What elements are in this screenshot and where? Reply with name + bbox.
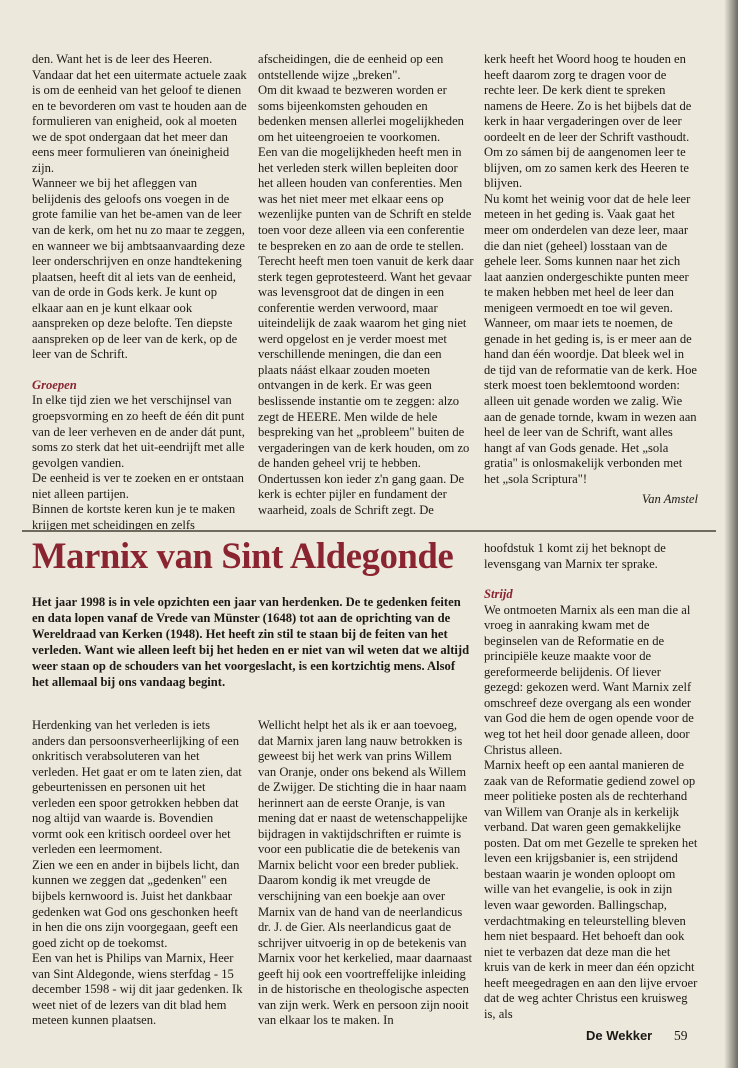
page-number: 59 [674, 1028, 688, 1043]
article-title: Marnix van Sint Aldegonde [32, 535, 454, 576]
article-column-2 [258, 718, 472, 1029]
paragraph: Een van het is Philips van Marnix, Heer van Sint Aldegonde, wiens sterfdag - 15 december 1598 - wij dit jaar gedenken. Ik weet niet of de lezers van dit blad hem meteen kunnen plaatsen. [32, 951, 243, 1028]
page-edge-shadow [724, 0, 738, 1068]
paragraph: Zien we een en ander in bijbels licht, dan kunnen we zeggen dat „gedenken" een bijbels kernwoord is. Juist het dankbaar gedenken wat God ons geschonken heeft in hen die ons zijn voorgegaan, geeft een goed zicht op de toekomst. [32, 857, 240, 950]
article-lead: Het jaar 1998 is in vele opzichten een jaar van herdenken. De te gedenken feiten en data lopen vanaf de Vrede van Münster (1648) tot aan de oprichting van de Wereldraad van Kerken (1948). Het heeft zin stil te staan bij de feiten van het verleden. Want wie alleen leeft bij het heden en er niet van wil weten dat we altijd weer staan op de schouders van het voorgeslacht, is een kortzichtig mens. Alsof het allemaal bij ons vandaag begint. [32, 595, 470, 689]
author-signature: Van Amstel [641, 492, 698, 507]
paragraph: In elke tijd zien we het verschijnsel van groepsvorming en zo heeft de één dit punt van de leer verheven en de ander dát punt, soms zo sterk dat het uit-eendrijft met alle gevolgen vandien. [32, 393, 245, 470]
paragraph: hoofdstuk 1 komt zij het beknopt de levensgang van Marnix ter sprake. [484, 541, 666, 571]
paragraph: Binnen de kortste keren kun je te maken krijgen met scheidingen en zelfs [32, 502, 236, 532]
top-column-2 [258, 52, 474, 518]
paragraph: Nu komt het weinig voor dat de hele leer meteen in het geding is. Vaak gaat het meer om onderdelen van deze leer, maar die dan niet (geheel) losstaan van de gehele leer. Soms kunnen naar het zich laat aanzien ondergeschikte punten meer te maken hebben met heel de leer dan menigeen vermoedt en toe wil geven. Wanneer, om maar iets te noemen, de genade in het geding is, is er meer aan de hand dan één woordje. Dat bleek wel in de tijd van de reformatie van de kerk. Hoe sterk moest toen beklemtoond worden: alleen uit genade worden we zalig. Wie aan de genade tornde, kwam in wezen aan heel de leer van de Schrift, want alles hangt af van Gods genade. Het „sola gratia" is onlosmakelijk verbonden met het „sola Scriptura"! [484, 191, 697, 486]
paragraph: Marnix heeft op een aantal manieren de zaak van de Reformatie gediend zowel op meer politieke posten als de rechterhand van Willem van Oranje als in kerkelijk verband. Dat waren geen gemakkelijke posten. Dat om met Gezelle te spreken het leven een krijgsbanier is, een strijdend bestaan waarin je wonden oploopt om wille van het evangelie, is ook in zijn leven waar geworden. Ballingschap, verdachtmaking en teleurstelling bleven hem niet bespaard. Het behoeft dan ook niet te verbazen dat deze man die het kruis van de kerk in meer dan één opzicht heeft meegedragen en aan den lijve ervoer dat de weg achter Christus een kruisweg is, als [484, 758, 698, 1021]
paragraph: Een van die mogelijkheden heeft men in het verleden sterk willen bepleiten door het alleen houden van conferenties. Men was het niet meer met elkaar eens op wezenlijke punten van de Schrift en stelde toen voor deze alleen via een conferentie te bespreken en zo aan de orde te stellen. Terecht heeft men toen vanuit de kerk daar sterk tegen geprotesteerd. Want het gevaar was levensgroot dat de dingen in een conferentie werden verwoord, maar uiteindelijk de zaak waarom het ging niet werd opgelost en je verder moest met verschillende meningen, die dan een plaats náást elkaar zouden moeten ontvangen in de kerk. Er was geen beslissende instantie om te zeggen: alzo zegt de HEERE. Men wilde de hele bespreking van het „probleem" buiten de vergaderingen van de kerk houden, om zo de handen geheel vrij te hebben. Ondertussen kon ieder z'n gang gaan. De kerk is echter pijler en fundament der waarheid, zoals de Schrift zegt. De [258, 145, 474, 517]
paragraph: We ontmoeten Marnix als een man die al vroeg in aanraking kwam met de beginselen van de Reformatie en de principiële keuze maakte voor de gereformeerde belijdenis. Of liever gezegd: gekozen werd. Want Marnix zelf omschreef deze overgang als een wonder van God die hem de ogen opende voor de weg tot het heil door genade alleen, door Christus alleen. [484, 602, 694, 757]
paragraph: den. Want het is de leer des Heeren. Vandaar dat het een uitermate actuele zaak is om de eenheid van het geloof te dienen en te bevorderen om vast te houden aan de formulieren van enigheid, ook al moeten we de spot ondergaan dat het meer dan eens meer formulieren van óneinigheid zijn. [32, 52, 247, 175]
paragraph: De eenheid is ver te zoeken en er ontstaan niet alleen partijen. [32, 471, 244, 501]
paragraph: Wellicht helpt het als ik er aan toevoeg, dat Marnix jaren lang nauw betrokken is geweest bij het werk van prins Willem van Oranje, onder ons bekend als Willem de Zwijger. De stichting die in haar naam herinnert aan de eerste Oranje, is van mening dat er naast de wetenschappelijke bijdragen in vaktijdschriften er ruimte is voor een publicatie die de betekenis van Marnix belicht voor een breder publiek. Daarom kondig ik met vreugde de verschijning van een boekje aan over Marnix van de hand van de neerlandicus dr. J. de Gier. Als neerlandicus gaat de schrijver uitvoerig in op de betekenis van Marnix voor het kerkelied, maar daarnaast geeft hij ook een voortreffelijke inleiding in de historische en theologische aspecten van zijn werk. Werk en persoon zijn nooit van elkaar los te maken. In [258, 718, 473, 1028]
section-divider [22, 530, 716, 532]
paragraph: Wanneer we bij het afleggen van belijdenis des geloofs ons voegen in de grote familie van het be-amen van de leer van de kerk, om het nu zo maar te zeggen, en wanneer we bij ambtsaanvaarding deze leer onderschrijven en onze handtekening plaatsen, heeft dit al iets van de eenheid, van de orde in Gods kerk. Je kunt op elkaar aan en je kunt elkaar ook aanspreken op deze belofte. Ten diepste aanspreken op de leer van de kerk, op de leer van de Schrift. [32, 176, 245, 362]
paragraph: Herdenking van het verleden is iets anders dan persoonsverheerlijking of een onkritisch verabsoluteren van het verleden. Het gaat er om te laten zien, dat gebeurtenissen en personen uit het verleden een spoor getrokken hebben dat nog altijd van waarde is. Bovendien vormt ook een kritisch oordeel over het verleden een leermoment. [32, 718, 242, 857]
section-heading-strijd: Strijd [484, 587, 513, 602]
paragraph: afscheidingen, die de eenheid op een ontstellende wijze „breken". [258, 52, 444, 82]
article-column-1 [32, 718, 244, 1029]
top-column-1 [32, 52, 248, 533]
top-column-3 [484, 52, 698, 508]
article-column-3 [484, 541, 698, 1022]
magazine-name: De Wekker [586, 1028, 653, 1043]
paragraph: Om dit kwaad te bezweren worden er soms bijeenkomsten gehouden en bedenken mensen allerlei mogelijkheden om het uiteengroeien te voorkomen. [258, 83, 464, 144]
section-heading-groepen: Groepen [32, 377, 77, 392]
paragraph: kerk heeft het Woord hoog te houden en heeft daarom zorg te dragen voor de rechte leer. De kerk dient te spreken namens de Heere. Zo is het bijbels dat de kerk in haar vergaderingen over de leer oordeelt en de leer der Schrift vasthoudt. Om zo sámen bij de aangenomen leer te blijven, om zo samen kerk des Heeren te blijven. [484, 52, 692, 191]
